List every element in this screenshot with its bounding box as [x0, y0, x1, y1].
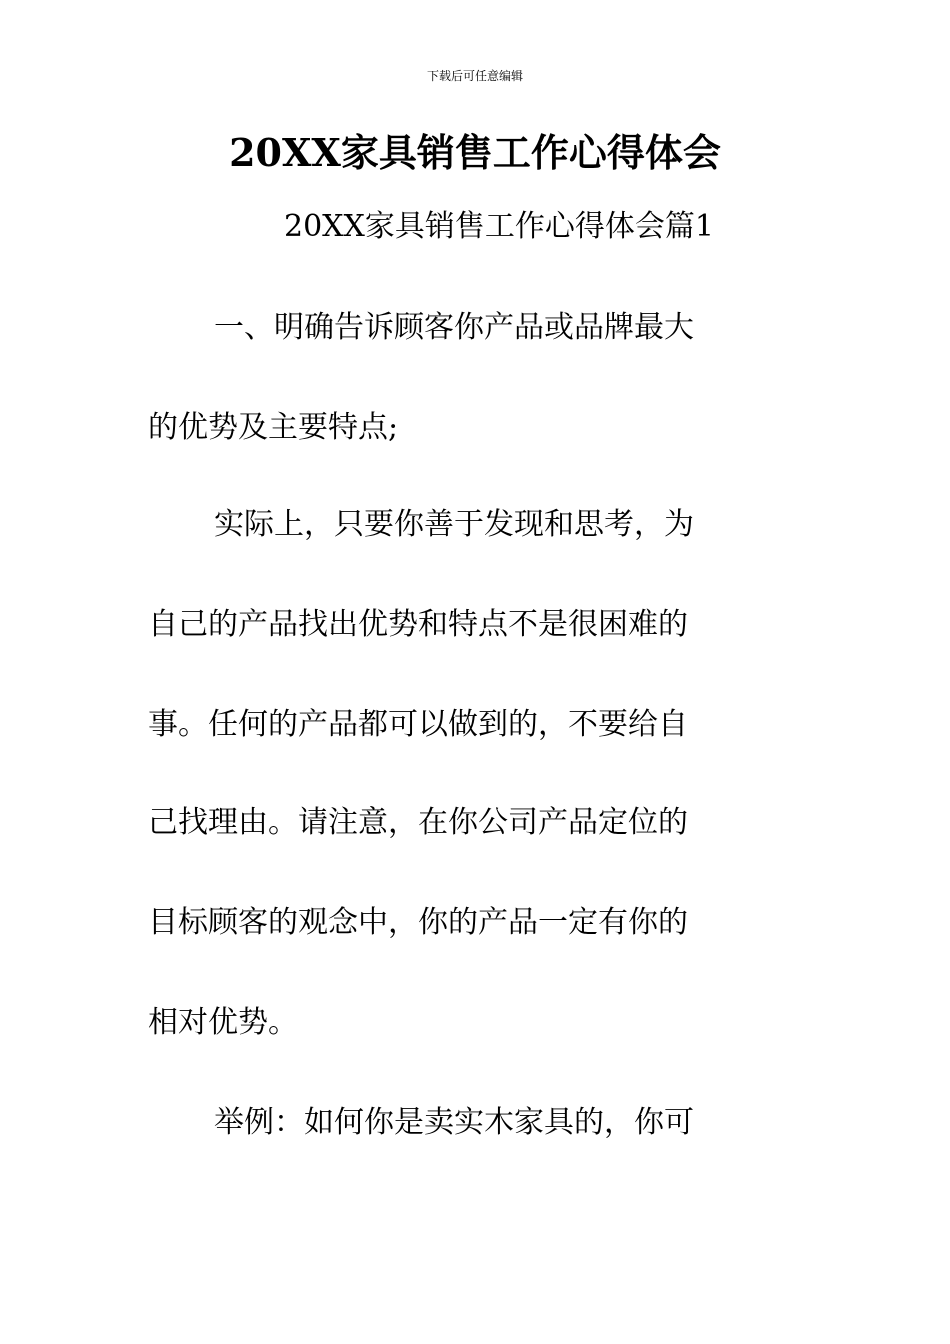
body-line: 己找理由。请注意，在你公司产品定位的: [148, 805, 688, 840]
document-title: 20XX家具销售工作心得体会: [229, 130, 721, 175]
body-line: 相对优势。: [148, 1005, 298, 1040]
body-line: 实际上，只要你善于发现和思考，为: [214, 507, 694, 542]
body-line: 的优势及主要特点;: [148, 410, 399, 445]
body-line: 举例：如何你是卖实木家具的，你可: [214, 1105, 694, 1140]
page-header-note: 下载后可任意编辑: [426, 69, 523, 83]
body-line: 自己的产品找出优势和特点不是很困难的: [148, 607, 688, 642]
body-line: 目标顾客的观念中，你的产品一定有你的: [148, 905, 688, 940]
body-line: 事。任何的产品都可以做到的，不要给自: [148, 707, 688, 742]
body-line: 一、明确告诉顾客你产品或品牌最大: [214, 310, 694, 345]
document-subtitle: 20XX家具销售工作心得体会篇1: [284, 209, 714, 244]
